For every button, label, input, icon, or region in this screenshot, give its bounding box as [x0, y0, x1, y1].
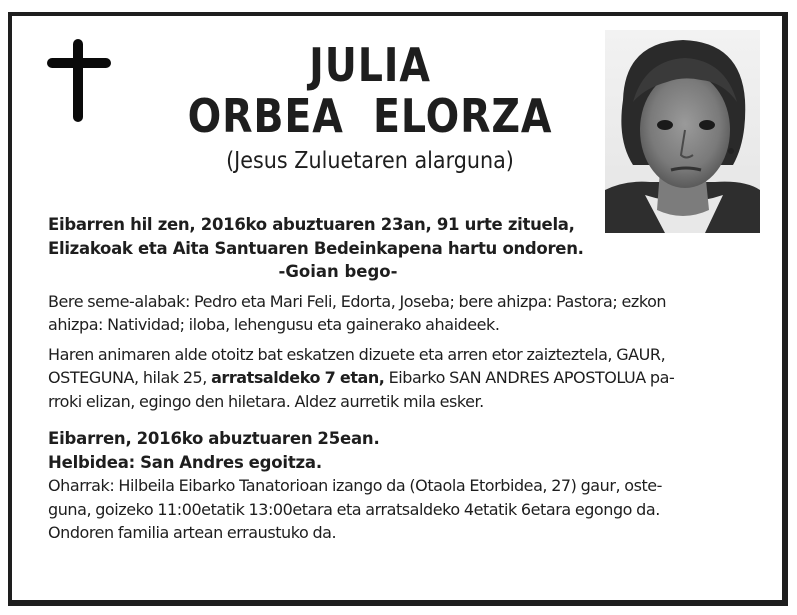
- deceased-portrait-photo: [605, 30, 760, 233]
- widow-of-subtitle: (Jesus Zuluetaren alarguna): [226, 148, 514, 174]
- notes-line-3: Ondoren familia artean erraustuko da.: [48, 523, 337, 542]
- invitation-line-2-end: Eibarko SAN ANDRES APOSTOLUA pa-: [384, 368, 675, 387]
- death-announcement-line-2: Elizakoak eta Aita Santuaren Bedeinkapena hartu ondoren.: [48, 238, 584, 258]
- funeral-time: arratsaldeko 7 etan,: [211, 368, 385, 387]
- invitation-line-2: [48, 366, 753, 390]
- deceased-name-block: [150, 40, 590, 176]
- invitation-line-1: Haren animaren alde otoitz bat eskatzen dizuete eta arren etor zaizteztela, GAUR,: [48, 344, 666, 364]
- cross-vertical-bar: [73, 39, 83, 122]
- invitation-line-3: rroki elizan, egingo den hiletara. Aldez aurretik mila esker.: [48, 391, 484, 411]
- home-address: Helbidea: San Andres egoitza.: [48, 452, 322, 472]
- cross-horizontal-bar: [47, 58, 111, 68]
- death-announcement-line-1: Eibarren hil zen, 2016ko abuztuaren 23an, 91 urte zituela,: [48, 215, 575, 234]
- cross-icon: [47, 39, 111, 122]
- portrait-illustration: [605, 30, 760, 233]
- family-paragraph: [48, 290, 753, 337]
- notes-line-2: guna, goizeko 11:00etatik 13:00etara eta arratsaldeko 4etatik 6etara egongo da.: [48, 499, 660, 519]
- notice-footer: [48, 427, 753, 545]
- notes-line-1: Oharrak: Hilbeila Eibarko Tanatorioan izango da (Otaola Etorbidea, 27) gaur, oste-: [48, 476, 662, 495]
- family-line-1: Bere seme-alabak: Pedro eta Mari Feli, Edorta, Joseba; bere ahizpa: Pastora; ezkon: [48, 291, 667, 311]
- goian-bego-blessing: -Goian bego-: [278, 262, 398, 281]
- notice-body: [48, 213, 753, 545]
- funeral-invitation-paragraph: [48, 343, 753, 414]
- family-line-2: ahizpa: Natividad; iloba, lehengusu eta gainerako ahaideek.: [48, 315, 500, 334]
- deceased-surnames: ORBEA ELORZA: [187, 89, 553, 143]
- place-and-date: Eibarren, 2016ko abuztuaren 25ean.: [48, 429, 380, 448]
- invitation-line-2-start: OSTEGUNA, hilak 25,: [48, 368, 212, 387]
- deceased-first-name: JULIA: [309, 38, 431, 92]
